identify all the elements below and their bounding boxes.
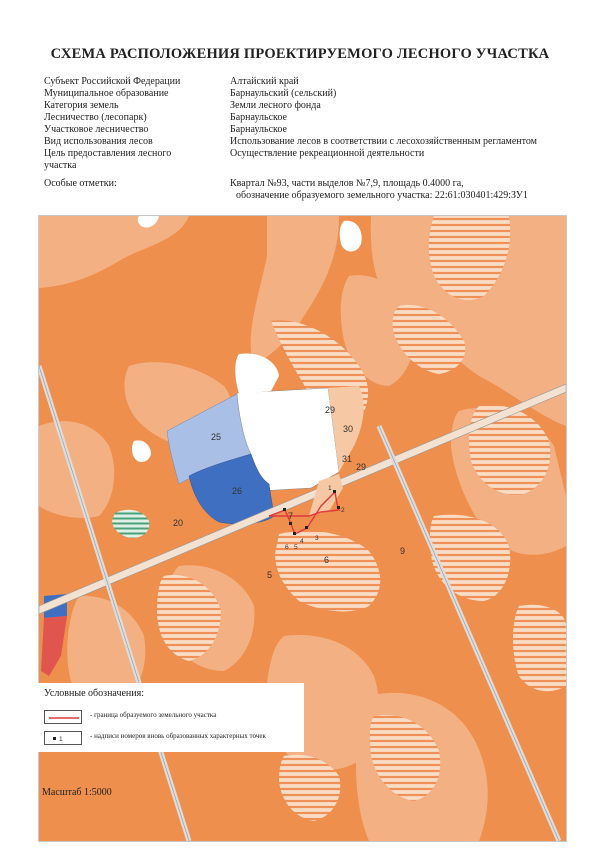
info-row-forestry [44, 112, 564, 124]
point-marker-icon [45, 732, 83, 746]
info-row-subject [44, 76, 564, 88]
info-row-use-type [44, 136, 564, 148]
legend-point-number: 1 [59, 736, 63, 743]
info-key: Цель предоставления лесного участка [44, 148, 172, 171]
parcel-label: 26 [232, 486, 243, 496]
parcel-label: 29 [325, 405, 336, 415]
legend-symbol-point [44, 731, 82, 745]
parcel-label: 7 [288, 511, 294, 521]
info-key: Категория земель [44, 100, 119, 111]
info-row-purpose [44, 148, 564, 172]
info-table [44, 76, 564, 202]
info-row-district-forestry [44, 124, 564, 136]
info-key: Участковое лесничество [44, 124, 149, 135]
info-key: Вид использования лесов [44, 136, 153, 147]
info-value: Квартал №93, части выделов №7,9, площадь 0.4000 га, [230, 178, 464, 189]
point-marker [333, 490, 336, 493]
parcel-label: 6 [324, 555, 330, 565]
parcel-label: 30 [343, 424, 354, 434]
info-value: Алтайский край [230, 76, 299, 87]
info-row-special-notes [44, 178, 564, 202]
point-label: 4 [300, 538, 304, 545]
point-label: 6 [285, 544, 289, 551]
info-value: Барнаульский (сельский) [230, 88, 337, 99]
info-value: Осуществление рекреационной деятельности [230, 148, 425, 159]
info-row-land-category [44, 100, 564, 112]
point-marker [289, 522, 292, 525]
parcel-label: 9 [400, 546, 406, 556]
info-value: Барнаульское [230, 124, 287, 135]
point-label: 1 [328, 485, 332, 492]
point-marker [305, 526, 308, 529]
legend-title: Условные обозначения: [44, 688, 145, 699]
info-key: Субъект Российской Федерации [44, 76, 181, 87]
page-title: СХЕМА РАСПОЛОЖЕНИЯ ПРОЕКТИРУЕМОГО ЛЕСНОГО УЧАСТКА [50, 46, 550, 62]
legend-symbol-boundary [44, 710, 82, 724]
info-row-municipality [44, 88, 564, 100]
parcel-label: 20 [173, 518, 184, 528]
parcel-label: 5 [267, 570, 273, 580]
legend-item-boundary [44, 710, 300, 724]
info-key: Лесничество (лесопарк) [44, 112, 147, 123]
point-marker [337, 506, 340, 509]
info-value-block [230, 178, 564, 202]
parcel-label: 31 [342, 454, 353, 464]
legend [38, 683, 304, 752]
legend-item-points [44, 731, 300, 745]
point-label: 3 [315, 535, 319, 542]
legend-text: - надписи номеров вновь образованных характерных точек [90, 732, 266, 740]
point-marker [283, 508, 286, 511]
parcel-label: 29 [356, 462, 367, 472]
parcel-label: 25 [211, 432, 222, 442]
point-label: 2 [341, 507, 345, 514]
scale-label: Масштаб 1:5000 [42, 787, 112, 798]
point-marker [293, 532, 296, 535]
hatched-parcel [513, 605, 566, 692]
info-value: Использование лесов в соответствии с лесохозяйственным регламентом [230, 136, 537, 147]
info-key: Муниципальное образование [44, 88, 169, 99]
legend-text: - граница образуемого земельного участка [90, 711, 217, 719]
info-value: Земли лесного фонда [230, 100, 321, 111]
red-line-icon [45, 711, 83, 725]
info-value: Барнаульское [230, 112, 287, 123]
info-value-designation: обозначение образуемого земельного участка: 22:61:030401:429:ЗУ1 [236, 190, 528, 201]
info-key: Особые отметки: [44, 178, 117, 189]
point-label: 5 [294, 544, 298, 551]
